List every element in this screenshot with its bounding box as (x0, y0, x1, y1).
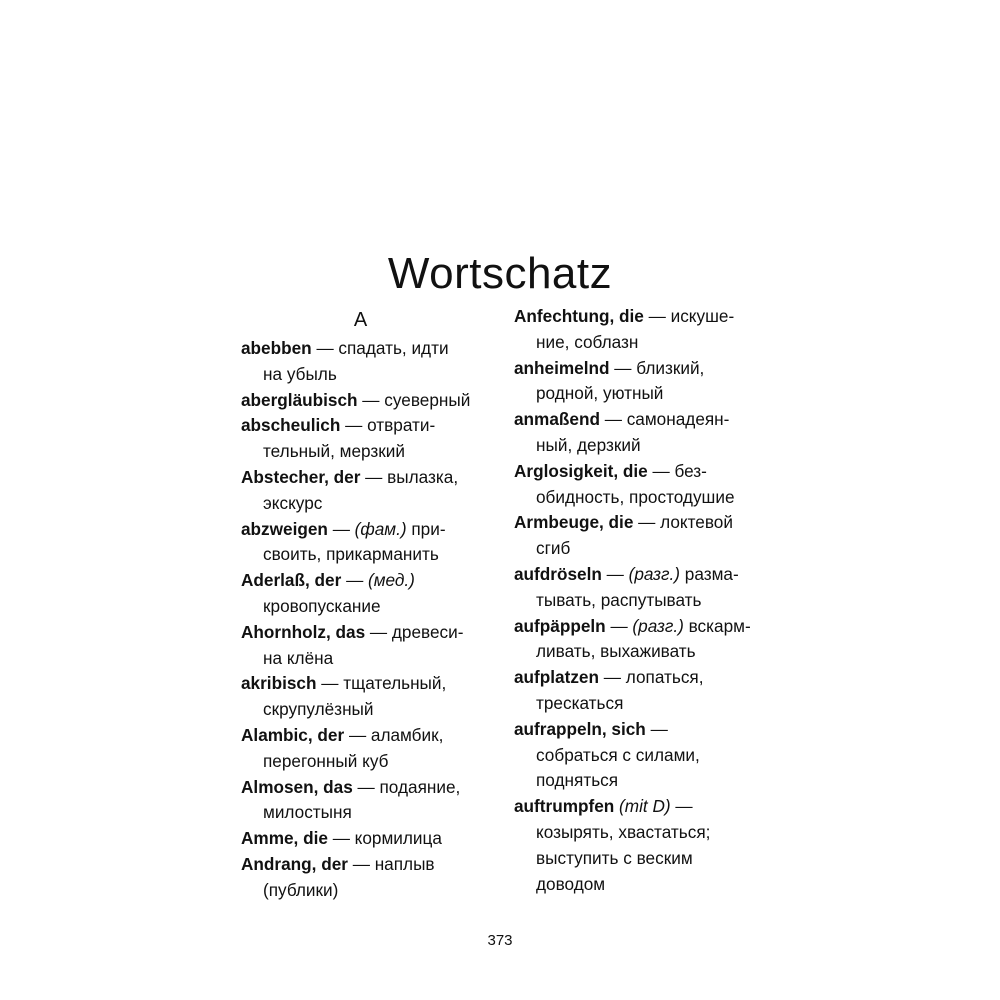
dictionary-entry (241, 336, 486, 388)
dictionary-entry (514, 562, 759, 614)
translation: — тщательный, скрупулёзный (263, 673, 447, 720)
dictionary-entry (514, 794, 759, 897)
headword: Anfechtung, die (514, 306, 644, 326)
translation: — лопаться, трескаться (536, 667, 704, 713)
headword: auftrumpfen (514, 796, 615, 817)
headword: Almosen, das (241, 776, 353, 797)
dictionary-entry (241, 620, 486, 672)
dictionary-entry (514, 459, 759, 511)
dictionary-entry (514, 356, 759, 408)
headword: abebben (241, 338, 312, 358)
dictionary-entry (241, 723, 486, 775)
headword: Ahornholz, das (241, 621, 366, 642)
section-letter: A (353, 309, 368, 331)
translation: при- своить, прикарманить (263, 518, 446, 565)
headword: Abstecher, der (241, 466, 361, 487)
translation: — вылазка, экскурс (263, 466, 459, 513)
translation: — отврати- тельный, мерзкий (263, 415, 436, 462)
headword: Alambic, der (241, 724, 345, 745)
dictionary-column-left (241, 304, 486, 904)
translation: кровопускание (263, 595, 381, 616)
headword: anheimelnd (514, 357, 610, 378)
dictionary-entry (241, 517, 486, 569)
translation: — аламбик, перегонный куб (263, 724, 444, 771)
dictionary-entry (241, 826, 486, 852)
headword: aufplatzen (514, 667, 599, 688)
headword: aufdröseln (514, 563, 602, 584)
dictionary-entry (514, 717, 759, 794)
translation: — искуше- ние, соблазн (536, 306, 735, 352)
translation: — локтевой сгиб (536, 512, 733, 559)
dictionary-entry (514, 510, 759, 562)
translation: — козырять, хвастаться; выступить с веским доводом (536, 796, 711, 894)
headword: abergläubisch (241, 389, 358, 410)
headword: Amme, die (241, 828, 328, 849)
headword: Andrang, der (241, 853, 348, 874)
translation: — близкий, родной, уютный (536, 357, 705, 404)
dictionary-entry (241, 465, 486, 517)
translation: — суеверный (357, 389, 471, 410)
headword: aufrappeln, sich (514, 718, 646, 739)
translation: — без- обидность, простодушие (536, 460, 735, 507)
translation: — подаяние, милостыня (263, 776, 461, 823)
translation: — древеси- на клёна (263, 621, 464, 668)
dictionary-entry (514, 665, 759, 717)
dictionary-entry (514, 614, 759, 666)
translation: — самонадеян- ный, дерзкий (536, 409, 730, 455)
translation: вскарм- ливать, выхаживать (536, 615, 751, 662)
dictionary-entry (241, 388, 486, 414)
dictionary-entry (241, 852, 486, 904)
headword: abscheulich (241, 415, 341, 436)
translation: — собраться с силами, подняться (536, 718, 700, 791)
grammar-note: — (фам.) (327, 518, 407, 539)
dictionary-entry (241, 413, 486, 465)
page-number: 373 (487, 932, 513, 949)
headword: Armbeuge, die (514, 512, 634, 533)
grammar-note: — (разг.) (605, 615, 684, 636)
dictionary-column-right (514, 304, 759, 897)
headword: akribisch (241, 673, 317, 694)
page-title: Wortschatz (387, 249, 613, 299)
translation: — наплыв (публики) (263, 853, 435, 900)
dictionary-entry (241, 568, 486, 620)
headword: abzweigen (241, 518, 328, 539)
dictionary-entry (241, 671, 486, 723)
grammar-note: — (мед.) (341, 570, 415, 591)
translation: — спадать, идти на убыль (263, 338, 449, 384)
headword: Aderlaß, der (241, 570, 342, 591)
headword: aufpäppeln (514, 615, 606, 636)
grammar-note: (mit D) (614, 796, 671, 817)
dictionary-entry (241, 775, 486, 827)
headword: anmaßend (514, 409, 600, 430)
dictionary-entry (514, 304, 759, 356)
headword: Arglosigkeit, die (514, 460, 648, 481)
grammar-note: — (разг.) (601, 563, 681, 584)
translation: разма- тывать, распутывать (536, 563, 739, 610)
dictionary-entry (514, 407, 759, 459)
translation: — кормилица (327, 828, 442, 849)
